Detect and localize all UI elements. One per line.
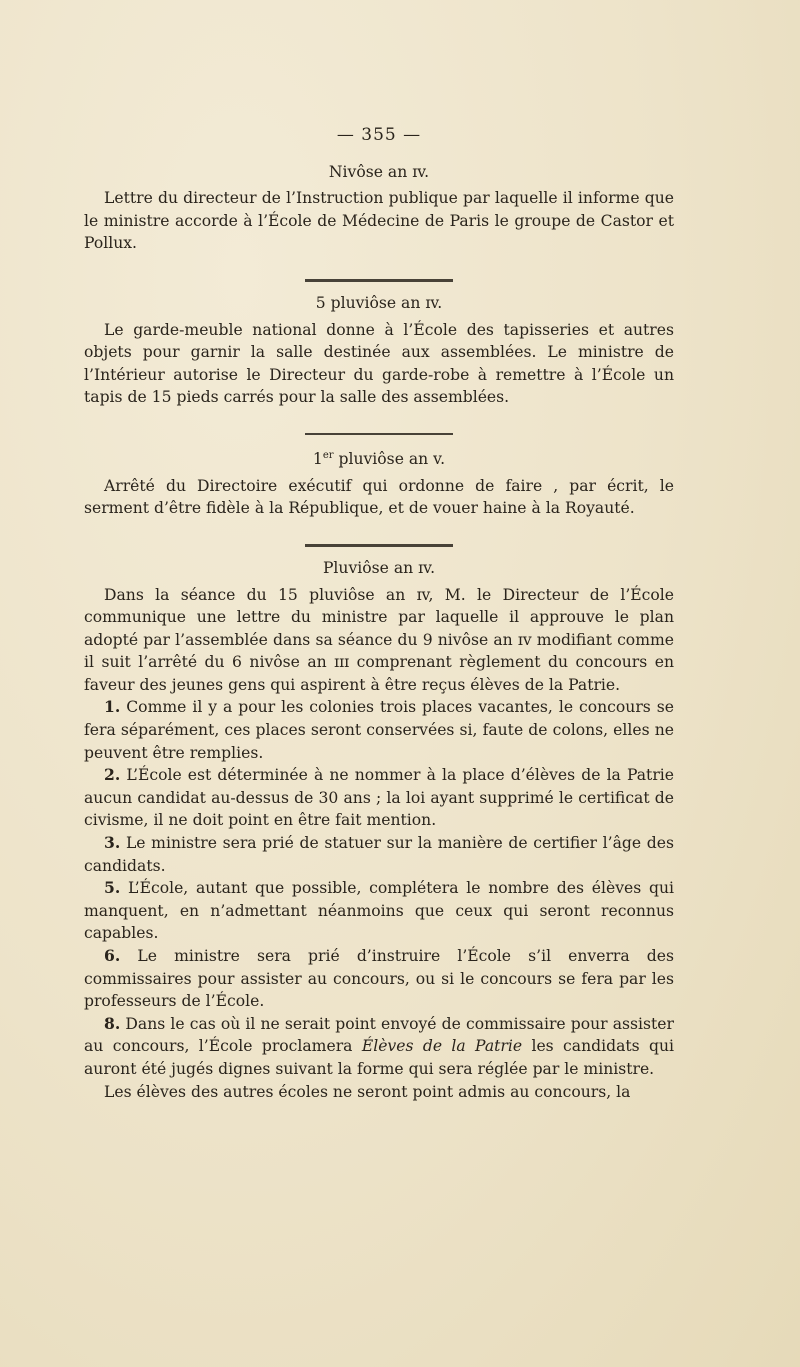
article-text: Comme il y a pour les colonies trois places vacantes, le concours se fera séparément, ces places seront conservées si, faute de colons, elles ne peuvent être remplies. [84,698,674,762]
article-text: Le ministre sera prié d’instruire l’École s’il enverra des commissaires pour assister au concours, ou si le concours se fera par les professeurs de l’École. [84,947,675,1011]
entry-text: Arrêté du Directoire exécutif qui ordonne de faire , par écrit, le serment d’être fidèle à la République, et de vouer haine à la Royauté. [84,476,674,518]
entry-text: Le garde-meuble national donne à l’École des tapisseries et autres objets pour garnir la salle destinée aux assemblées. Le ministre de l’Intérieur autorise le Directeur du garde-robe à remettre à l’École un tapis de 15 pieds carrés pour la salle des assemblées. [84,320,674,407]
article-6 [84,945,674,1013]
article-number: 3. [104,833,121,853]
article-text-before: Dans le cas où il ne serait point envoyé de commissaire pour assister au concours, l’École proclamera [84,1014,674,1056]
entry-text: Lettre du directeur de l’Instruction publique par laquelle il informe que le ministre accorde à l’École de Médecine de Paris le groupe de Castor et Pollux. [84,189,674,253]
article-number: 5. [104,878,121,898]
entry-date: 5 pluviôse an ɪv. [315,293,443,312]
entry-date: Pluviôse an ɪv. [322,558,436,577]
date-ordinal: er [322,449,334,461]
article-text: Le ministre sera prié de statuer sur la manière de certifier l’âge des candidats. [84,834,674,875]
article-text: L’École est déterminée à ne nommer à la place d’élèves de la Patrie aucun candidat au-dessus de 30 ans ; la loi ayant supprimé le certificat de civisme, il ne doit point en être fait mention. [84,766,674,830]
article-text-after: les candidats qui auront été jugés dignes suivant la forme qui sera réglée par le ministre. [84,1037,675,1078]
entry-intro: Dans la séance du 15 pluviôse an ɪv, M. le Directeur de l’École communique une lettre du ministre par laquelle il approuve le plan adopté par l’assemblée dans sa séance du 9 nivôse an ɪv modifiant comme il suit l’arrêté du 6 nivôse an ɪɪɪ comprenant règlement du concours en faveur des jeunes gens qui aspirent à être reçus élèves de la Patrie. [84,585,674,694]
article-1 [84,696,674,764]
article-number: 8. [104,1013,121,1033]
article-number: 2. [104,765,121,785]
article-3 [84,832,674,877]
article-number: 6. [104,946,121,965]
article-8 [84,1013,674,1081]
page-number: — 355 — [336,125,422,145]
date-rest: pluviôse an v. [333,450,446,469]
entry-date [84,445,674,471]
book-page [84,124,674,1103]
entry-date: Nivôse an ɪv. [328,162,430,181]
entry-5-pluviose [84,292,674,409]
entry-1er-pluviose [84,445,674,520]
section-divider [305,544,453,547]
section-divider [305,279,453,282]
article-5 [84,877,674,945]
entry-pluviose [84,557,674,1103]
closing-line: Les élèves des autres écoles ne seront point admis au concours, la [104,1082,631,1101]
section-divider [305,433,453,435]
date-day: 1 [312,450,323,469]
article-text: L’École, autant que possible, complétera le nombre des élèves qui manquent, en n’admettant néanmoins que ceux qui seront reconnus capables. [84,879,674,943]
entry-nivose [84,161,674,255]
article-2 [84,764,674,832]
article-number: 1. [104,697,121,717]
article-emphasis: Élèves de la Patrie [361,1037,523,1056]
